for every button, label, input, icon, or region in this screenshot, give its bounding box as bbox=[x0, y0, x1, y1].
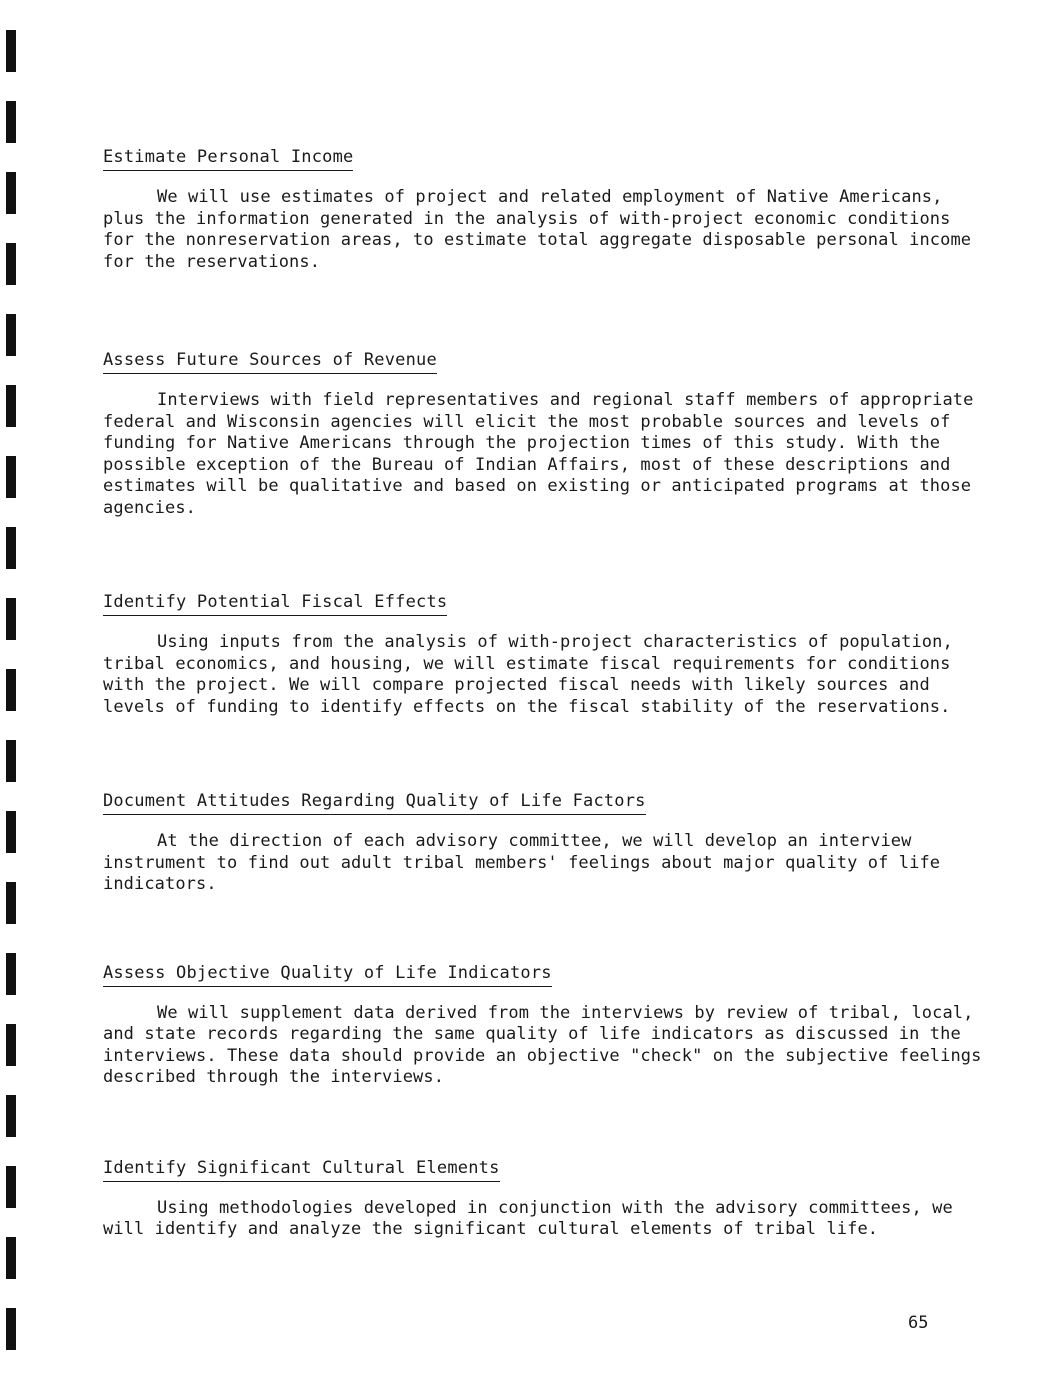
section-body: We will supplement data derived from the interviews by review of tribal, local, and state records regarding the same quality of life indicators as discussed in the interviews. These data should provide an objective "check" on the subjective feelings described through the interviews. bbox=[103, 1002, 982, 1087]
section-estimate-personal-income bbox=[103, 146, 983, 273]
section-body: Interviews with field representatives and regional staff members of appropriate federal and Wisconsin agencies will elicit the most probable sources and levels of funding for Native Americans through the projection times of this study. With the possible exception of the Bureau of Indian Affairs, most of these descriptions and estimates will be qualitative and based on existing or anticipated programs at those agencies. bbox=[103, 390, 974, 518]
binding-holes bbox=[6, 0, 20, 1380]
binding-hole bbox=[6, 669, 16, 711]
binding-hole bbox=[6, 314, 16, 356]
section-assess-future-sources-of-revenue bbox=[103, 349, 983, 519]
section-identify-potential-fiscal-effects bbox=[103, 591, 983, 718]
section-identify-cultural-elements bbox=[103, 1157, 983, 1241]
section-heading: Estimate Personal Income bbox=[103, 146, 353, 171]
section-heading: Assess Objective Quality of Life Indicators bbox=[103, 962, 552, 987]
section-heading: Identify Significant Cultural Elements bbox=[103, 1157, 500, 1182]
binding-hole bbox=[6, 527, 16, 569]
section-body: We will use estimates of project and related employment of Native Americans, plus the information generated in the analysis of with-project economic conditions for the nonreservation areas, to estimate total aggregate disposable personal income for the reservations. bbox=[103, 187, 972, 272]
binding-hole bbox=[6, 1237, 16, 1279]
binding-hole bbox=[6, 243, 16, 285]
binding-hole bbox=[6, 811, 16, 853]
page-content bbox=[103, 146, 983, 1241]
section-heading: Assess Future Sources of Revenue bbox=[103, 349, 437, 374]
binding-hole bbox=[6, 30, 16, 72]
binding-hole bbox=[6, 1095, 16, 1137]
binding-hole bbox=[6, 172, 16, 214]
section-heading: Identify Potential Fiscal Effects bbox=[103, 591, 447, 616]
binding-hole bbox=[6, 385, 16, 427]
section-body: At the direction of each advisory committee, we will develop an interview instrument to find out adult tribal members' feelings about major quality of life indicators. bbox=[103, 831, 941, 894]
section-assess-objective-quality bbox=[103, 962, 983, 1089]
binding-hole bbox=[6, 101, 16, 143]
binding-hole bbox=[6, 598, 16, 640]
binding-hole bbox=[6, 456, 16, 498]
binding-hole bbox=[6, 1308, 16, 1350]
page-number: 65 bbox=[908, 1313, 929, 1333]
binding-hole bbox=[6, 882, 16, 924]
section-document-attitudes bbox=[103, 790, 983, 896]
binding-hole bbox=[6, 953, 16, 995]
binding-hole bbox=[6, 1166, 16, 1208]
binding-hole bbox=[6, 1024, 16, 1066]
section-body: Using inputs from the analysis of with-project characteristics of population, tribal economics, and housing, we will estimate fiscal requirements for conditions with the project. We will compare projected fiscal needs with likely sources and levels of funding to identify effects on the fiscal stability of the reservations. bbox=[103, 632, 953, 717]
section-heading: Document Attitudes Regarding Quality of Life Factors bbox=[103, 790, 646, 815]
section-body: Using methodologies developed in conjunction with the advisory committees, we will identify and analyze the significant cultural elements of tribal life. bbox=[103, 1197, 953, 1239]
binding-hole bbox=[6, 740, 16, 782]
